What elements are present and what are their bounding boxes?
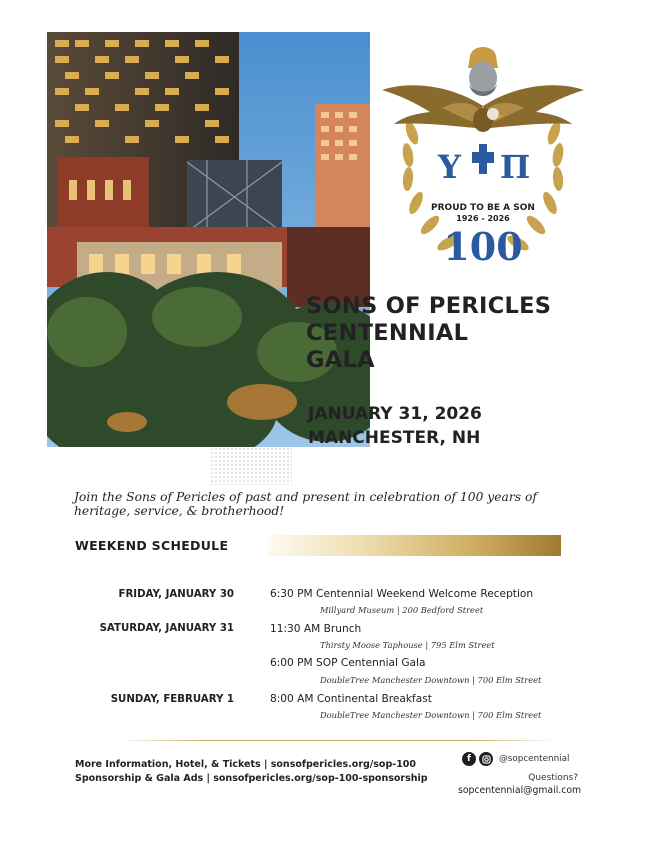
social-links bbox=[462, 752, 569, 766]
greek-letter-pi: Π bbox=[500, 148, 531, 186]
gold-accent-bar bbox=[268, 535, 561, 556]
logo-years: 1926 - 2026 bbox=[456, 214, 510, 223]
centennial-logo bbox=[372, 38, 594, 273]
schedule-day: SATURDAY, JANUARY 31 bbox=[99, 623, 234, 634]
schedule-venue: DoubleTree Manchester Downtown | 700 Elm Street bbox=[320, 675, 542, 685]
schedule-event: 6:00 PM SOP Centennial Gala bbox=[270, 657, 426, 669]
footer-divider bbox=[118, 740, 558, 741]
info-link[interactable]: More Information, Hotel, & Tickets | sonsofpericles.org/sop-100 bbox=[75, 759, 417, 770]
event-date: JANUARY 31, 2026 bbox=[308, 404, 482, 424]
event-title-line: GALA bbox=[306, 347, 375, 373]
intro-text: Join the Sons of Pericles of past and present in celebration of 100 years of heritage, service, & brotherhood! bbox=[74, 490, 537, 518]
event-date-location bbox=[308, 402, 482, 450]
schedule-venue: DoubleTree Manchester Downtown | 700 Elm Street bbox=[320, 710, 542, 720]
schedule-event: 8:00 AM Continental Breakfast bbox=[270, 693, 432, 705]
schedule-heading: WEEKEND SCHEDULE bbox=[75, 538, 229, 553]
photo-halftone-fade bbox=[210, 447, 292, 485]
eagle-icon bbox=[382, 47, 584, 132]
schedule-day: SUNDAY, FEBRUARY 1 bbox=[110, 694, 234, 705]
logo-motto: PROUD TO BE A SON bbox=[431, 203, 535, 213]
event-title bbox=[306, 293, 551, 374]
event-title-line: SONS OF PERICLES bbox=[306, 293, 552, 319]
questions-label: Questions? bbox=[528, 773, 578, 783]
greek-letter-upsilon: Υ bbox=[438, 148, 461, 186]
schedule-venue: Millyard Museum | 200 Bedford Street bbox=[320, 605, 484, 615]
facebook-icon[interactable]: f bbox=[462, 752, 476, 766]
event-location: MANCHESTER, NH bbox=[308, 428, 481, 448]
sponsorship-link[interactable]: Sponsorship & Gala Ads | sonsofpericles.org/sop-100-sponsorship bbox=[75, 773, 428, 784]
city-photo bbox=[47, 32, 370, 447]
schedule-day: FRIDAY, JANUARY 30 bbox=[118, 589, 234, 600]
logo-number: 100 bbox=[443, 224, 523, 269]
schedule-venue: Thirsty Moose Taphouse | 795 Elm Street bbox=[320, 640, 495, 650]
instagram-icon[interactable] bbox=[479, 752, 493, 766]
contact-email[interactable]: sopcentennial@gmail.com bbox=[458, 785, 582, 796]
schedule-event: 6:30 PM Centennial Weekend Welcome Reception bbox=[270, 588, 534, 600]
social-handle[interactable]: @sopcentennial bbox=[499, 754, 570, 764]
schedule-event: 11:30 AM Brunch bbox=[270, 623, 362, 635]
event-title-line: CENTENNIAL bbox=[306, 320, 469, 346]
